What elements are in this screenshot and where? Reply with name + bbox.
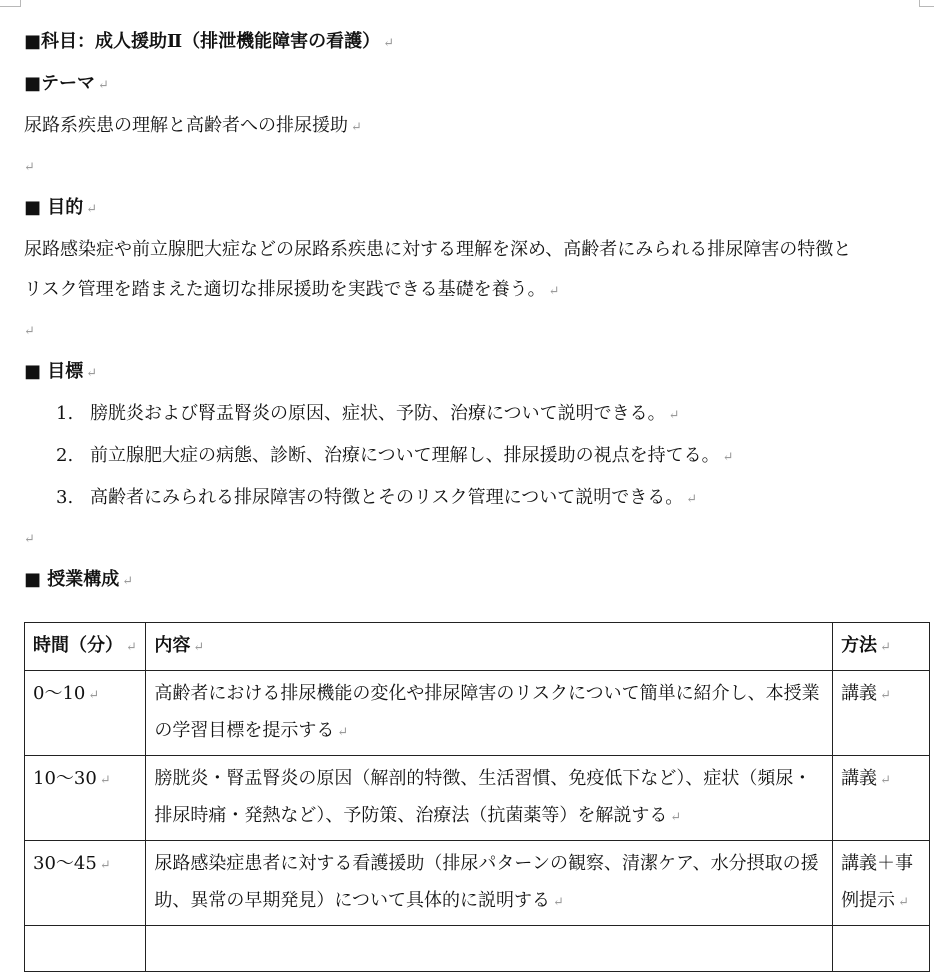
document-body (24, 22, 934, 602)
content-cell: 膀胱炎・腎盂腎炎の原因（解剖的特徴、生活習慣、免疫低下など）、症状（頻尿・排尿時痛・発熱など）、予防策、治療法（抗菌薬等）を解説する ↵ (146, 756, 833, 841)
table-row (25, 756, 930, 841)
list-item: 3. 高齢者にみられる排尿障害の特徴とそのリスク管理について説明できる。 ↵ (56, 487, 698, 508)
subject-heading: ■科目：成人援助Ⅱ（排泄機能障害の看護） ↵ (24, 31, 395, 52)
method-cell: 講義 ↵ (833, 756, 930, 841)
cell-mark: ↵ (880, 773, 891, 788)
method-cell (833, 926, 930, 972)
goals-heading: ■ 目標 ↵ (24, 361, 98, 382)
time-cell: 30～45 ↵ (25, 841, 146, 926)
cell-mark: ↵ (337, 725, 349, 740)
goals-list (24, 394, 934, 520)
paragraph-mark: ↵ (86, 366, 98, 381)
paragraph-mark: ↵ (686, 492, 698, 507)
empty-paragraph: ↵ (24, 532, 35, 547)
time-cell: 10～30 ↵ (25, 756, 146, 841)
cell-mark: ↵ (126, 640, 137, 655)
table-row (25, 841, 930, 926)
structure-heading: ■ 授業構成 ↵ (24, 569, 134, 590)
purpose-line-2: リスク管理を踏まえた適切な排尿援助を実践できる基礎を養う。 (24, 279, 546, 300)
paragraph-mark: ↵ (351, 120, 362, 135)
column-header-method: 方法 ↵ (833, 623, 930, 671)
page-corner-marker (0, 0, 21, 7)
lesson-structure-table (24, 622, 930, 972)
cell-mark: ↵ (193, 640, 205, 655)
content-cell: 尿路感染症患者に対する看護援助（排尿パターンの観察、清潔ケア、水分摂取の援助、異常の早期発見）について具体的に説明する ↵ (146, 841, 833, 926)
cell-mark: ↵ (99, 773, 111, 788)
empty-paragraph: ↵ (24, 160, 35, 175)
list-item: 1. 膀胱炎および腎盂腎炎の原因、症状、予防、治療について説明できる。 ↵ (56, 403, 680, 424)
list-item: 2. 前立腺肥大症の病態、診断、治療について理解し、排尿援助の視点を持てる。 ↵ (56, 445, 734, 466)
purpose-line-1: 尿路感染症や前立腺肥大症などの尿路系疾患に対する理解を深め、高齢者にみられる排尿障害の特徴と (24, 239, 852, 260)
content-cell: 高齢者における排尿機能の変化や排尿障害のリスクについて簡単に紹介し、本授業の学習目標を提示する ↵ (146, 671, 833, 756)
empty-paragraph: ↵ (24, 324, 35, 339)
purpose-text (24, 230, 934, 312)
table-header-row (25, 623, 930, 671)
cell-mark: ↵ (88, 688, 100, 703)
purpose-heading: ■ 目的 ↵ (24, 197, 98, 218)
cell-mark: ↵ (880, 688, 891, 703)
paragraph-mark: ↵ (668, 408, 680, 423)
cell-mark: ↵ (553, 895, 564, 910)
table-row (25, 926, 930, 972)
paragraph-mark: ↵ (86, 202, 98, 217)
column-header-content: 内容 ↵ (146, 623, 833, 671)
cell-mark: ↵ (898, 895, 909, 910)
time-cell: 0～10 ↵ (25, 671, 146, 756)
column-header-time: 時間（分） ↵ (25, 623, 146, 671)
theme-text: 尿路系疾患の理解と高齢者への排尿援助 ↵ (24, 115, 362, 136)
paragraph-mark: ↵ (383, 36, 395, 51)
paragraph-mark: ↵ (722, 450, 734, 465)
time-cell (25, 926, 146, 972)
paragraph-mark: ↵ (98, 78, 109, 93)
paragraph-mark: ↵ (122, 574, 134, 589)
cell-mark: ↵ (880, 640, 891, 655)
theme-heading: ■テーマ ↵ (24, 73, 109, 94)
cell-mark: ↵ (99, 858, 111, 873)
page-corner-marker (919, 0, 934, 7)
content-cell (146, 926, 833, 972)
method-cell: 講義 ↵ (833, 671, 930, 756)
method-cell: 講義＋事例提示 ↵ (833, 841, 930, 926)
cell-mark: ↵ (670, 810, 682, 825)
paragraph-mark: ↵ (548, 284, 560, 299)
table-row (25, 671, 930, 756)
